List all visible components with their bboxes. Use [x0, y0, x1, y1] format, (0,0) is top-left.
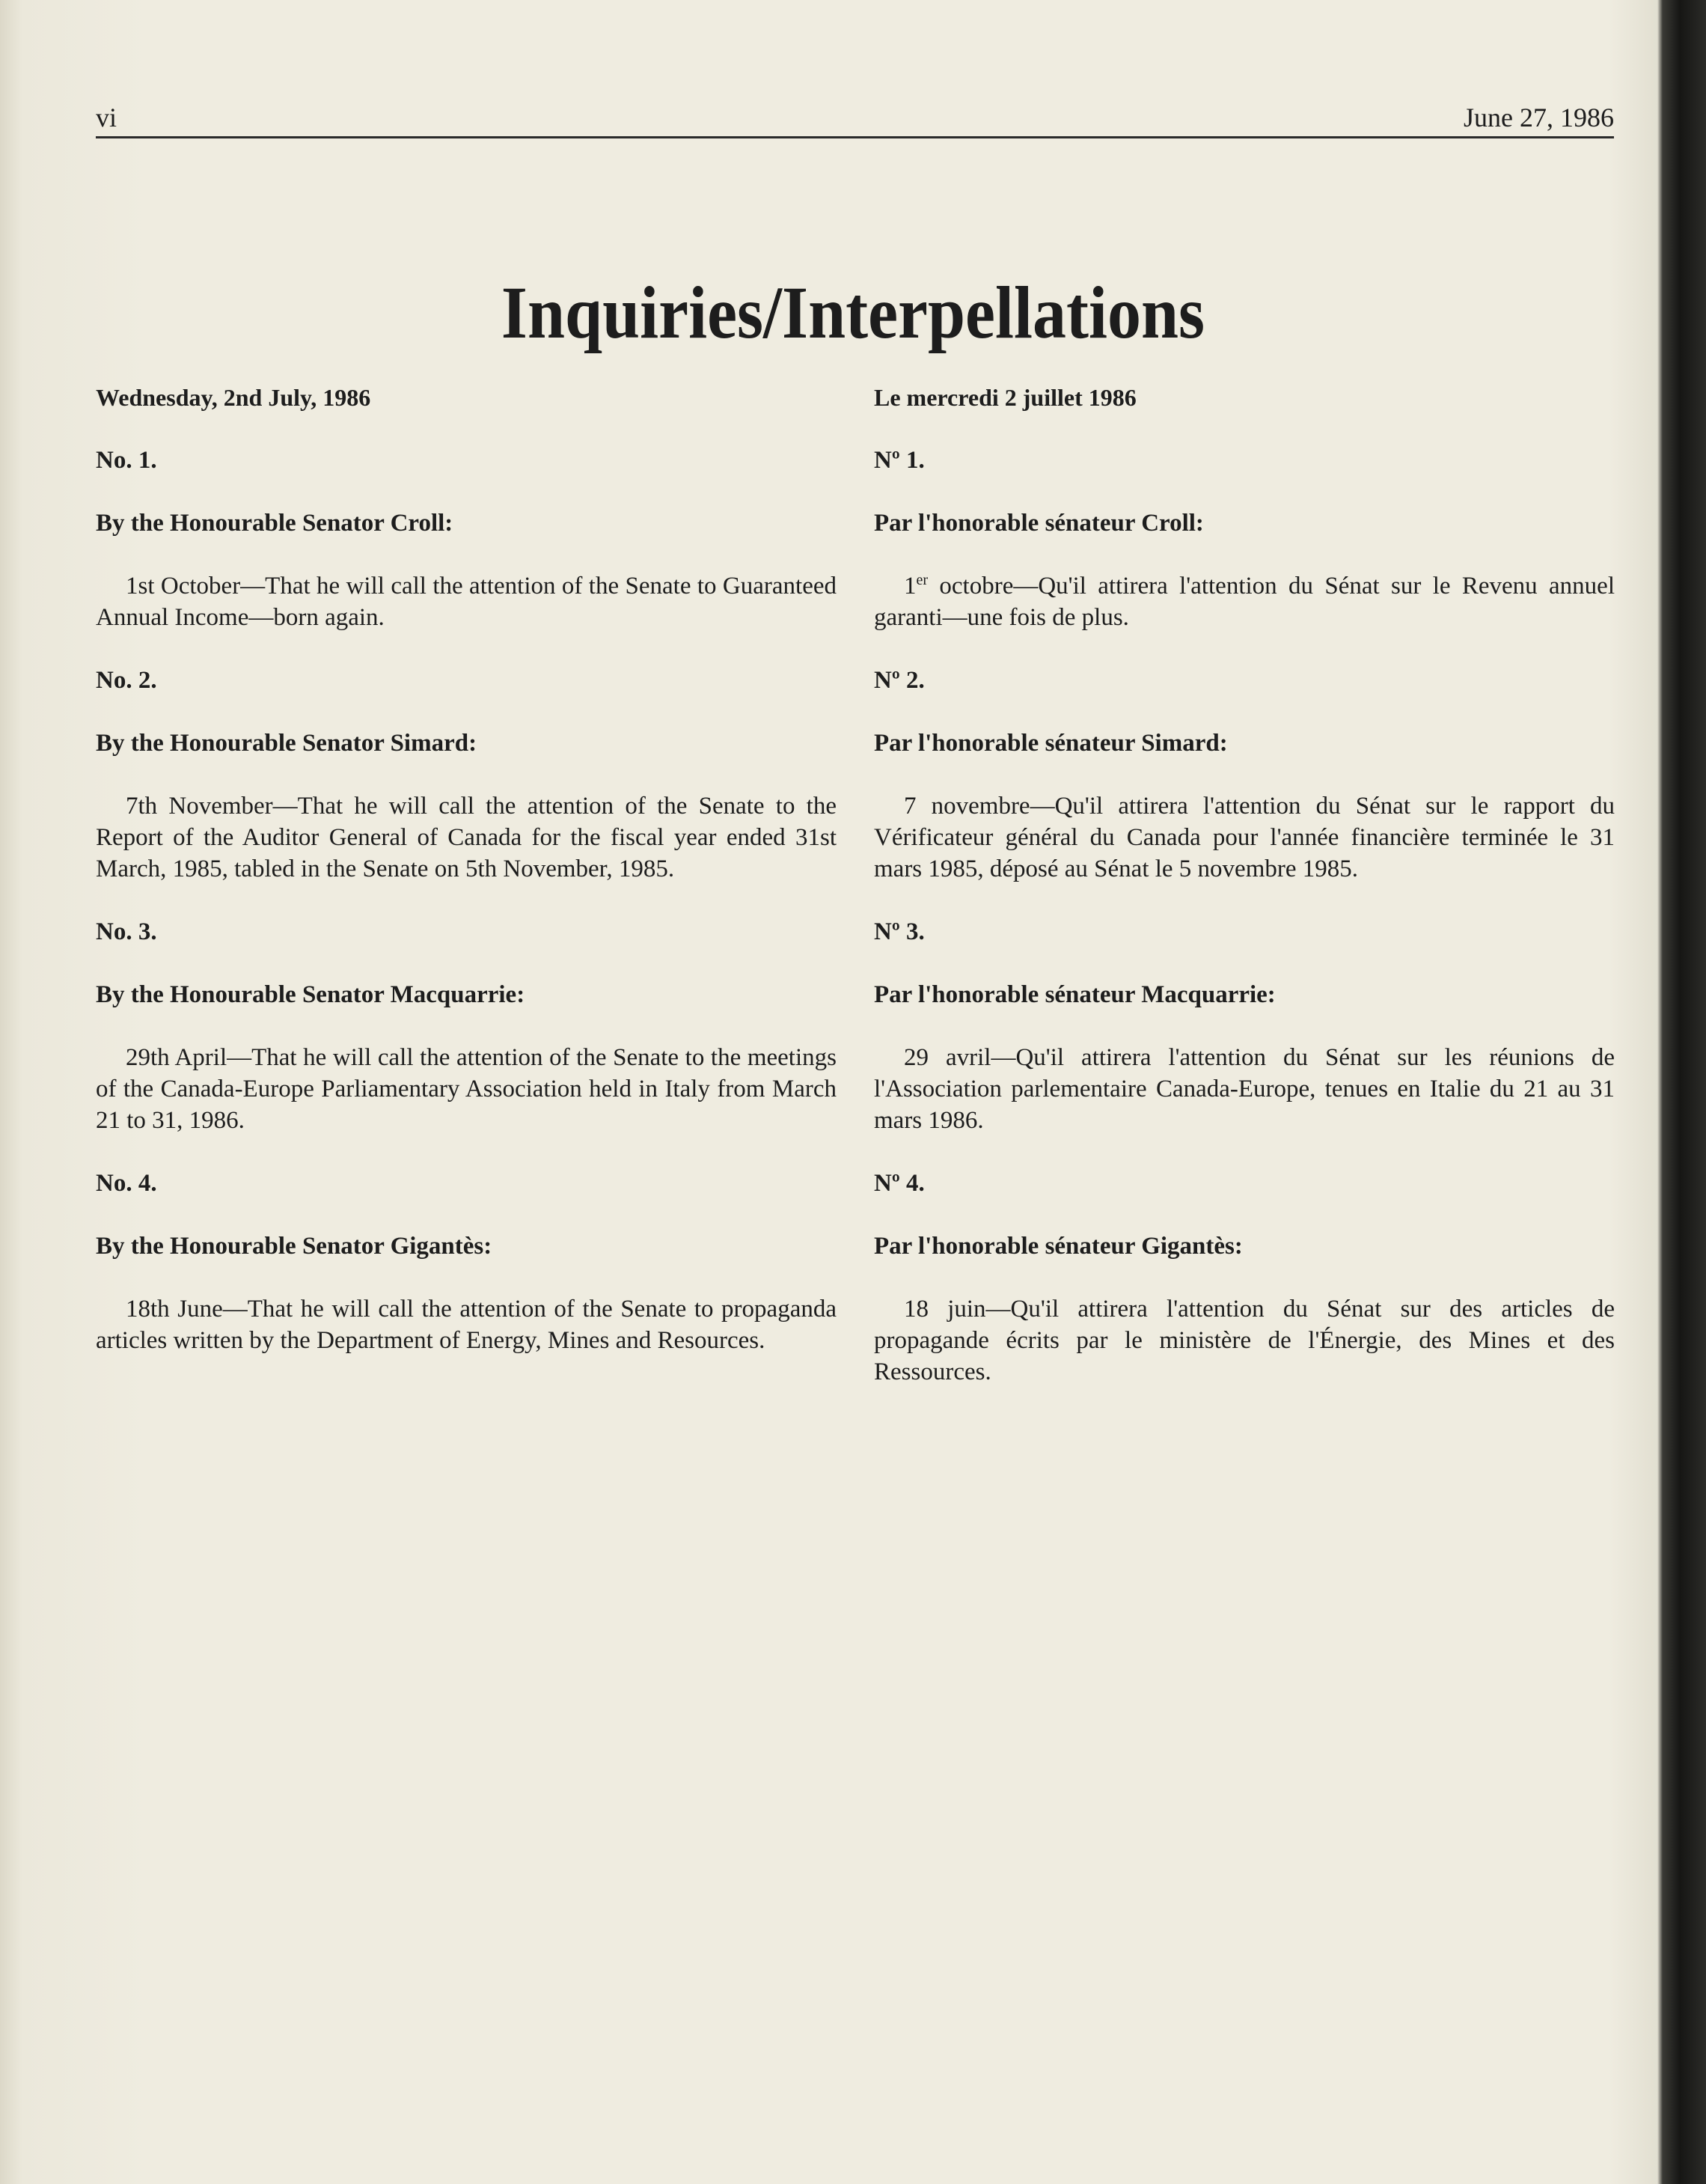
english-date: Wednesday, 2nd July, 1986 [96, 384, 371, 411]
french-item-no: Nº 3. [874, 918, 925, 945]
page-folio: vi [96, 103, 117, 132]
french-item-by: Par l'honorable sénateur Gigantès: [874, 1233, 1243, 1260]
english-item-by: By the Honourable Senator Simard: [96, 730, 477, 757]
french-item-text [874, 570, 1615, 633]
french-item-day: 1 [904, 573, 917, 600]
english-item-text: 7th November—That he will call the attention of the Senate to the Report of the Auditor General of Canada for the fiscal year ended 31st March, 1985, tabled in the Senate on 5th November, 1985. [96, 793, 837, 882]
french-item-no: Nº 1. [874, 447, 925, 474]
french-item-rest: octobre—Qu'il attirera l'attention du Sénat sur le Revenu annuel garanti—une fois de plus. [874, 573, 1615, 631]
english-item-no: No. 1. [96, 447, 157, 474]
french-item-by: Par l'honorable sénateur Simard: [874, 730, 1228, 757]
french-item-no: Nº 2. [874, 667, 925, 694]
french-item-text: 29 avril—Qu'il attirera l'attention du Sénat sur les réunions de l'Association parlementaire Canada-Europe, tenues en Italie du 21 au 31 mars 1986. [874, 1044, 1615, 1134]
english-item-text: 29th April—That he will call the attention of the Senate to the meetings of the Canada-Europe Parliamentary Association held in Italy from March 21 to 31, 1986. [96, 1044, 837, 1134]
english-item-no: No. 3. [96, 918, 157, 945]
english-item-no: No. 4. [96, 1170, 157, 1197]
french-item-text: 18 juin—Qu'il attirera l'attention du Sénat sur des articles de propagande écrits par le ministère de l'Énergie, des Mines et des Ressources. [874, 1296, 1615, 1385]
french-item-ordinal: er [916, 572, 929, 588]
english-item-text: 1st October—That he will call the attention of the Senate to Guaranteed Annual Income—born again. [96, 573, 837, 631]
english-item-by: By the Honourable Senator Gigantès: [96, 1233, 492, 1260]
french-item-by: Par l'honorable sénateur Croll: [874, 510, 1204, 537]
french-item-no: Nº 4. [874, 1170, 925, 1197]
english-column [96, 382, 837, 1356]
english-item-by: By the Honourable Senator Macquarrie: [96, 981, 525, 1008]
english-item-text: 18th June—That he will call the attention of the Senate to propaganda articles written by the Department of Energy, Mines and Resources. [96, 1296, 837, 1354]
running-header [96, 102, 1614, 138]
english-item-by: By the Honourable Senator Croll: [96, 510, 453, 537]
english-item-no: No. 2. [96, 667, 157, 694]
header-date: June 27, 1986 [1464, 103, 1614, 132]
french-item-by: Par l'honorable sénateur Macquarrie: [874, 981, 1276, 1008]
page-title: Inquiries/Interpellations [501, 271, 1205, 354]
french-column [874, 382, 1615, 1388]
french-date: Le mercredi 2 juillet 1986 [874, 384, 1137, 411]
french-item-text: 7 novembre—Qu'il attirera l'attention du Sénat sur le rapport du Vérificateur général du Canada pour l'année financière terminée le 31 mars 1985, déposé au Sénat le 5 novembre 1985. [874, 793, 1615, 882]
